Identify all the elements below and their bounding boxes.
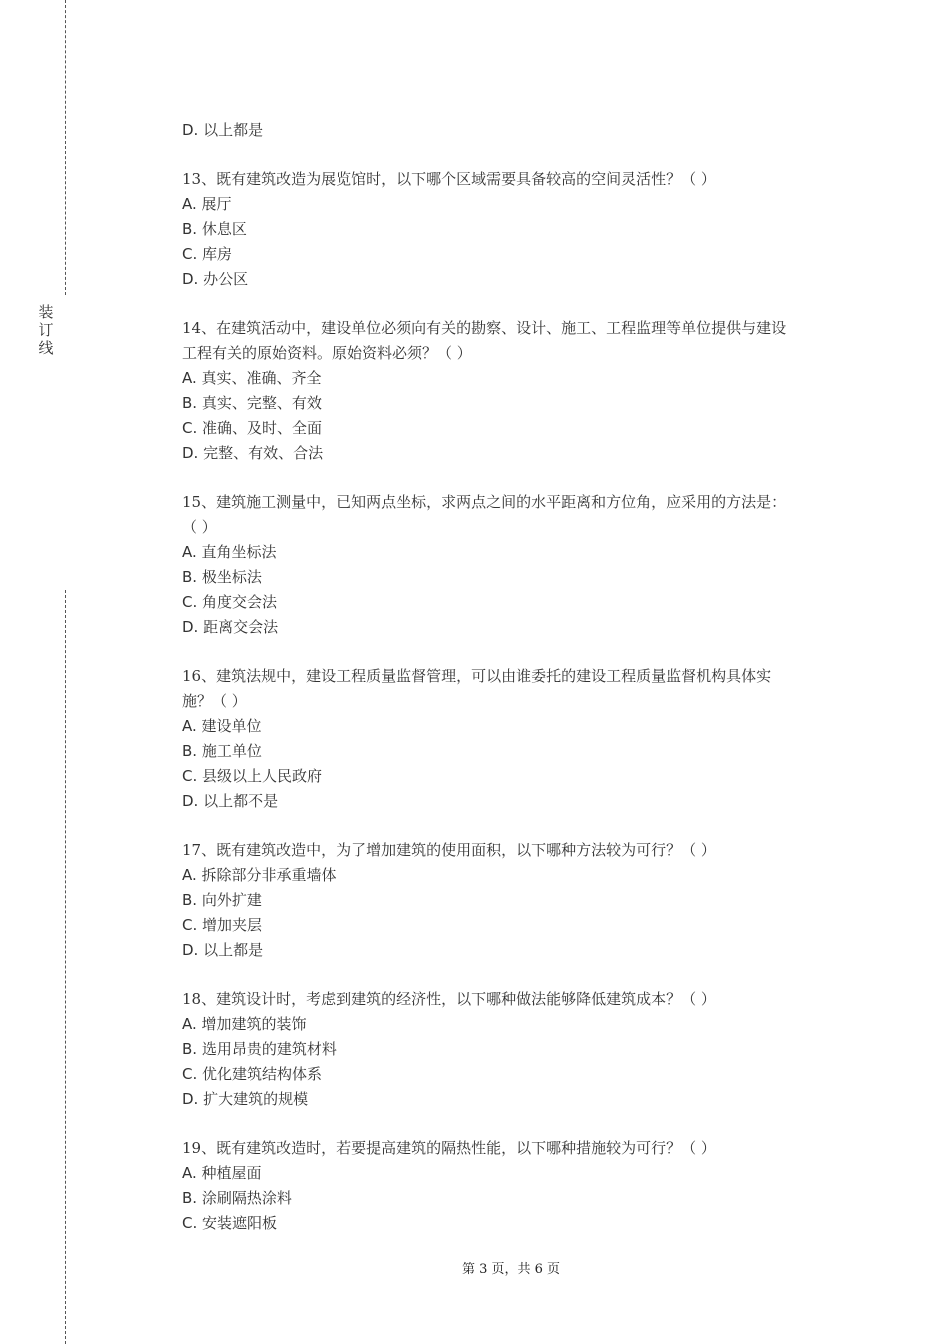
answer-option: A. 建设单位	[182, 717, 262, 735]
question-15	[182, 490, 842, 640]
answer-option: C. 增加夹层	[182, 916, 263, 934]
question-stem: 14、在建筑活动中，建设单位必须向有关的勘察、设计、施工、工程监理等单位提供与建设	[182, 319, 787, 337]
question-stem: 工程有关的原始资料。原始资料必须？（ ）	[182, 344, 472, 362]
answer-option: D. 扩大建筑的规模	[182, 1090, 309, 1108]
question-stem: 19、既有建筑改造时，若要提高建筑的隔热性能，以下哪种措施较为可行？（ ）	[182, 1139, 716, 1157]
answer-option: B. 休息区	[182, 220, 247, 238]
answer-option: C. 准确、及时、全面	[182, 419, 323, 437]
answer-option: A. 真实、准确、齐全	[182, 369, 322, 387]
answer-option: A. 展厅	[182, 195, 232, 213]
answer-option: D. 办公区	[182, 270, 249, 288]
question-stem: 13、既有建筑改造为展览馆时，以下哪个区域需要具备较高的空间灵活性？（ ）	[182, 170, 716, 188]
answer-option: B. 向外扩建	[182, 891, 262, 909]
question-stem: 施？（ ）	[182, 692, 247, 710]
answer-option: C. 库房	[182, 245, 233, 263]
question-stem: 18、建筑设计时，考虑到建筑的经济性，以下哪种做法能够降低建筑成本？（ ）	[182, 990, 716, 1008]
question-16	[182, 664, 842, 814]
question-18	[182, 987, 842, 1112]
answer-option: A. 拆除部分非承重墙体	[182, 866, 337, 884]
lead-option: D. 以上都是	[182, 121, 264, 139]
question-list	[182, 167, 842, 1236]
binding-label: 装订线	[38, 303, 54, 357]
answer-option: A. 直角坐标法	[182, 543, 277, 561]
question-stem: （ ）	[182, 518, 217, 536]
answer-option: B. 涂刷隔热涂料	[182, 1189, 292, 1207]
question-stem: 16、建筑法规中，建设工程质量监督管理，可以由谁委托的建设工程质量监督机构具体实	[182, 667, 772, 685]
question-content	[182, 118, 842, 1236]
question-stem: 17、既有建筑改造中，为了增加建筑的使用面积，以下哪种方法较为可行？（ ）	[182, 841, 716, 859]
answer-option: A. 增加建筑的装饰	[182, 1015, 307, 1033]
answer-option: B. 选用昂贵的建筑材料	[182, 1040, 337, 1058]
answer-option: A. 种植屋面	[182, 1164, 262, 1182]
question-13	[182, 167, 842, 292]
binding-line-top	[65, 0, 66, 295]
page-footer: 第 3 页，共 6 页	[461, 1262, 561, 1277]
binding-line-bottom	[65, 590, 66, 1344]
answer-option: C. 县级以上人民政府	[182, 767, 323, 785]
answer-option: D. 以上都不是	[182, 792, 279, 810]
answer-option: D. 完整、有效、合法	[182, 444, 324, 462]
question-17	[182, 838, 842, 963]
answer-option: D. 以上都是	[182, 941, 264, 959]
question-stem: 15、建筑施工测量中，已知两点坐标，求两点之间的水平距离和方位角，应采用的方法是：	[182, 493, 787, 511]
answer-option: C. 安装遮阳板	[182, 1214, 278, 1232]
question-19	[182, 1136, 842, 1236]
answer-option: C. 角度交会法	[182, 593, 278, 611]
answer-option: C. 优化建筑结构体系	[182, 1065, 323, 1083]
answer-option: B. 极坐标法	[182, 568, 262, 586]
answer-option: B. 真实、完整、有效	[182, 394, 322, 412]
answer-option: B. 施工单位	[182, 742, 262, 760]
answer-option: D. 距离交会法	[182, 618, 279, 636]
question-14	[182, 316, 842, 466]
